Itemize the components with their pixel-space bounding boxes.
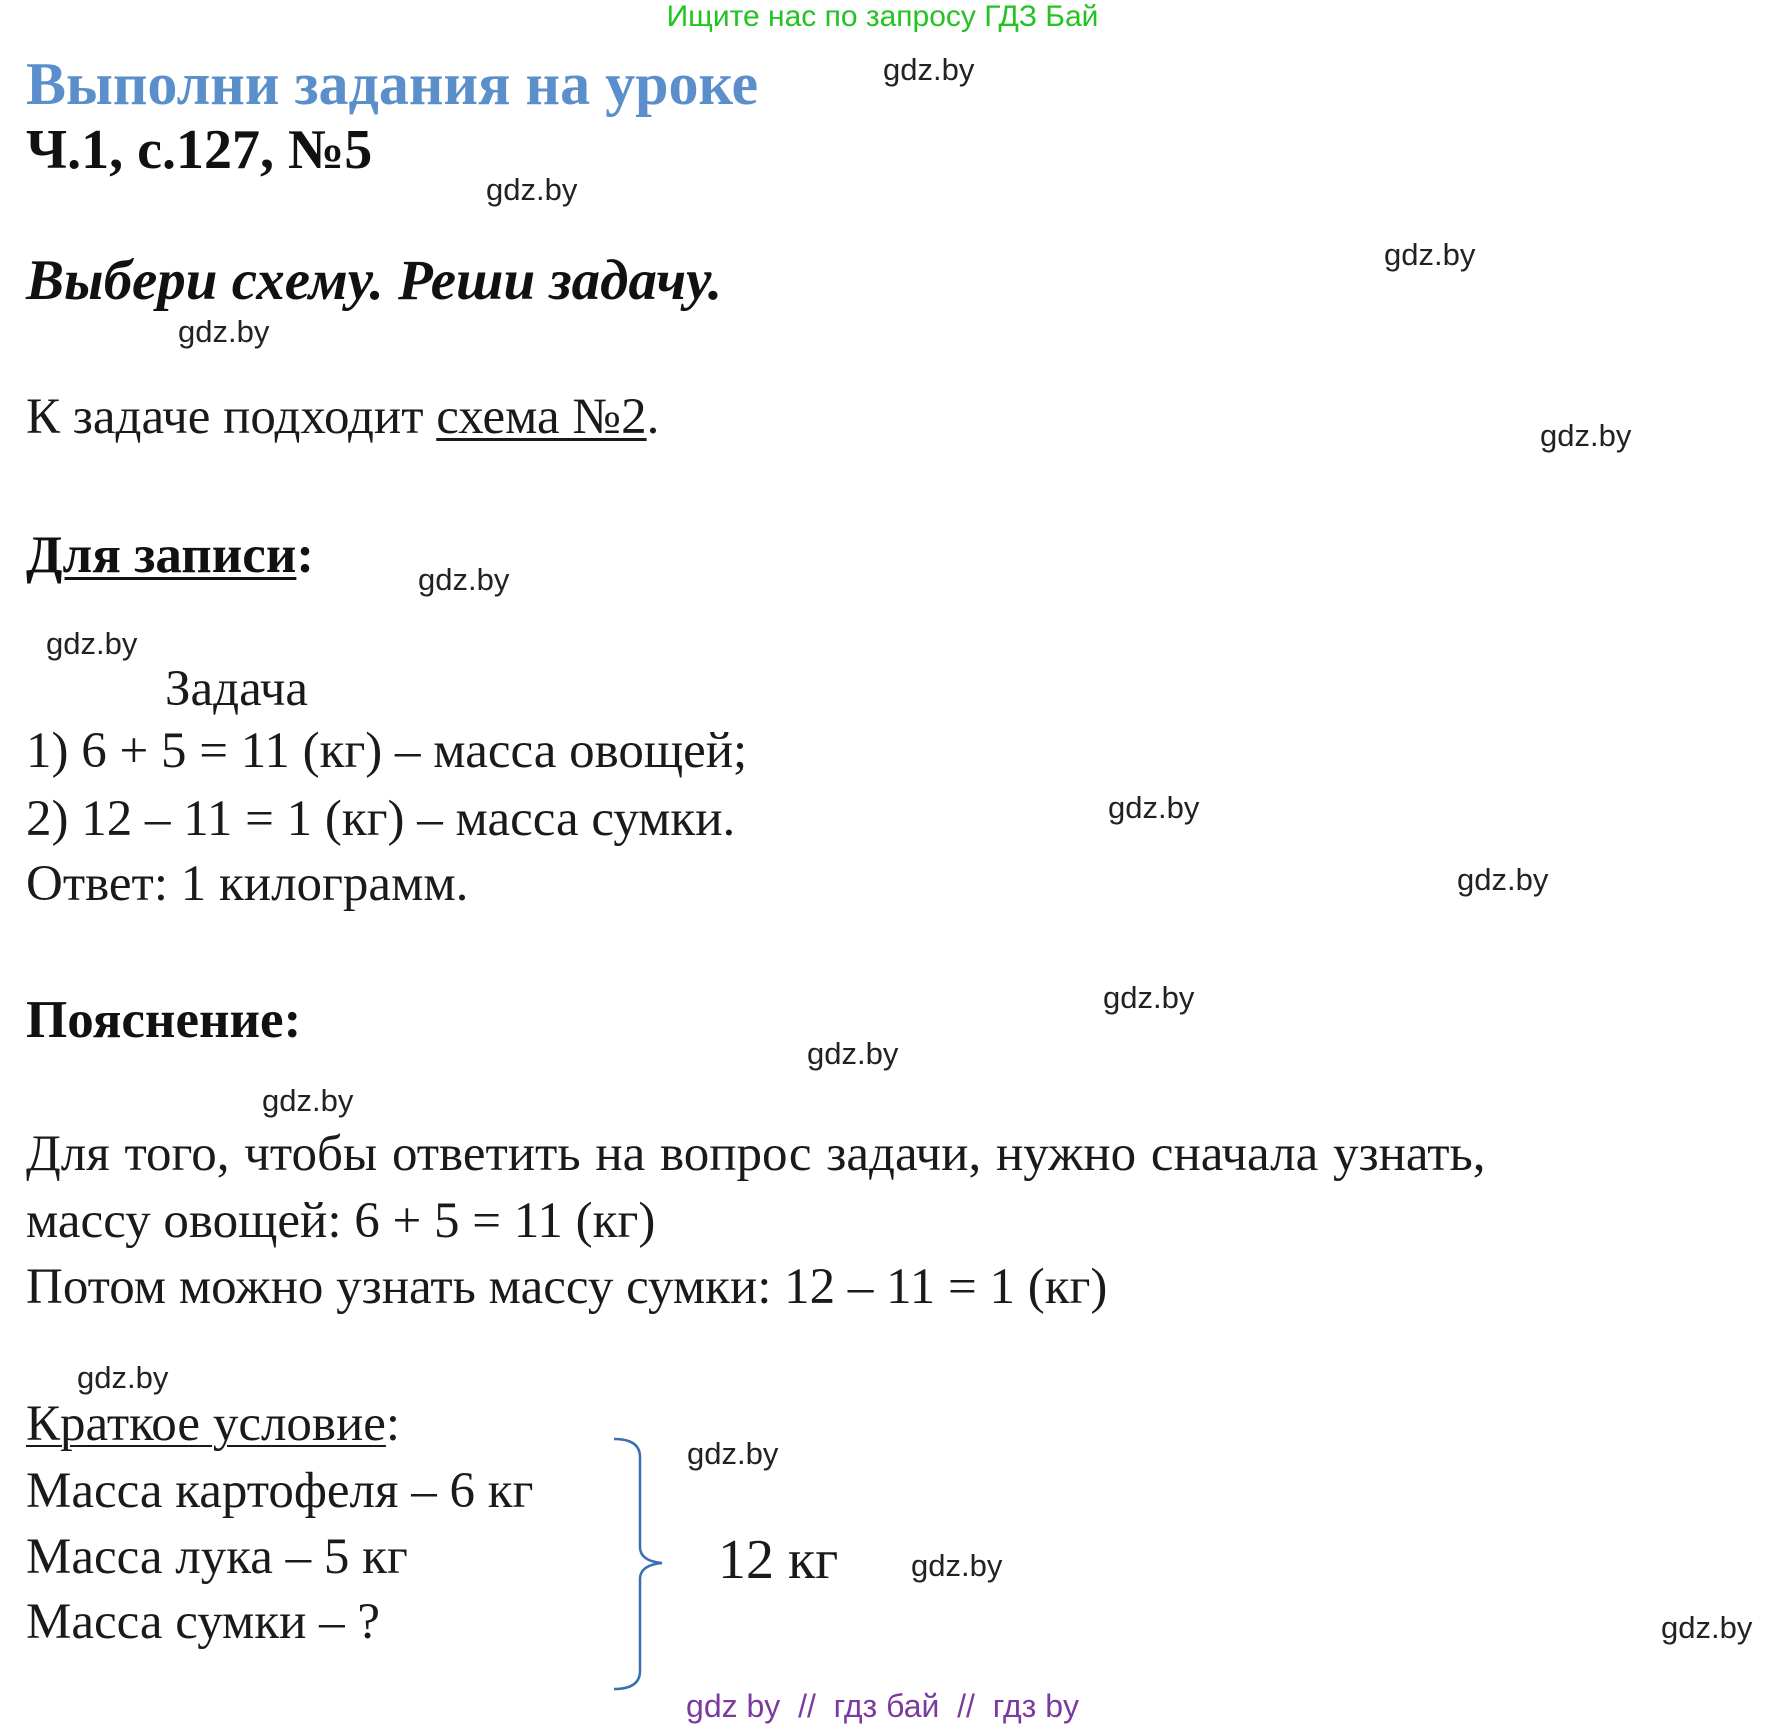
top-banner[interactable] bbox=[0, 0, 1765, 34]
watermark: gdz.by bbox=[1661, 1610, 1753, 1645]
watermark: gdz.by bbox=[807, 1036, 899, 1071]
record-heading bbox=[26, 525, 314, 585]
solution-step-2: 2) 12 – 11 = 1 (кг) – масса сумки. bbox=[26, 791, 736, 847]
condition-item-onion: Масса лука – 5 кг bbox=[26, 1529, 408, 1585]
watermark: gdz.by bbox=[178, 314, 270, 349]
answer-line: Ответ: 1 килограмм. bbox=[26, 856, 469, 912]
exercise-reference: Ч.1, с.127, №5 bbox=[26, 119, 373, 181]
curly-brace bbox=[610, 1435, 670, 1695]
scheme-suffix: . bbox=[646, 389, 660, 445]
scheme-line bbox=[26, 388, 659, 446]
watermark: gdz.by bbox=[687, 1436, 779, 1471]
task-instruction: Выбери схему. Реши задачу. bbox=[26, 249, 723, 312]
footer-text[interactable]: gdz by // гдз бай // гдз by bbox=[686, 1688, 1079, 1724]
watermark: gdz.by bbox=[486, 172, 578, 207]
scheme-prefix: К задаче подходит bbox=[26, 389, 437, 445]
watermark: gdz.by bbox=[1540, 418, 1632, 453]
explanation-heading: Пояснение: bbox=[26, 991, 302, 1049]
watermark: gdz.by bbox=[911, 1548, 1003, 1583]
explanation-line-2: массу овощей: 6 + 5 = 11 (кг) bbox=[26, 1193, 656, 1249]
watermark: gdz.by bbox=[77, 1360, 169, 1395]
solution-step-1: 1) 6 + 5 = 11 (кг) – масса овощей; bbox=[26, 723, 748, 779]
scheme-link: схема №2 bbox=[436, 389, 647, 445]
task-label: Задача bbox=[165, 661, 309, 717]
condition-heading bbox=[26, 1395, 400, 1453]
footer-links[interactable] bbox=[0, 1688, 1765, 1725]
condition-item-potato: Масса картофеля – 6 кг bbox=[26, 1463, 534, 1519]
watermark: gdz.by bbox=[1108, 790, 1200, 825]
condition-heading-text: Краткое условие bbox=[26, 1396, 386, 1452]
page-title: Выполни задания на уроке bbox=[26, 51, 759, 117]
explanation-line-1: Для того, чтобы ответить на вопрос задачи, нужно сначала узнать, bbox=[26, 1126, 1486, 1182]
watermark: gdz.by bbox=[883, 52, 975, 87]
watermark: gdz.by bbox=[262, 1083, 354, 1118]
watermark: gdz.by bbox=[1384, 237, 1476, 272]
condition-heading-colon: : bbox=[385, 1396, 401, 1452]
banner-text[interactable]: Ищите нас по запросу ГДЗ Бай bbox=[666, 0, 1099, 33]
watermark: gdz.by bbox=[1103, 980, 1195, 1015]
watermark: gdz.by bbox=[1457, 862, 1549, 897]
watermark: gdz.by bbox=[46, 626, 138, 661]
watermark: gdz.by bbox=[418, 562, 510, 597]
record-heading-text: Для записи bbox=[26, 526, 297, 584]
condition-item-bag: Масса сумки – ? bbox=[26, 1594, 381, 1650]
explanation-line-3: Потом можно узнать массу сумки: 12 – 11 = 1 (кг) bbox=[26, 1259, 1108, 1315]
total-mass: 12 кг bbox=[718, 1529, 839, 1591]
record-heading-colon: : bbox=[296, 526, 315, 584]
